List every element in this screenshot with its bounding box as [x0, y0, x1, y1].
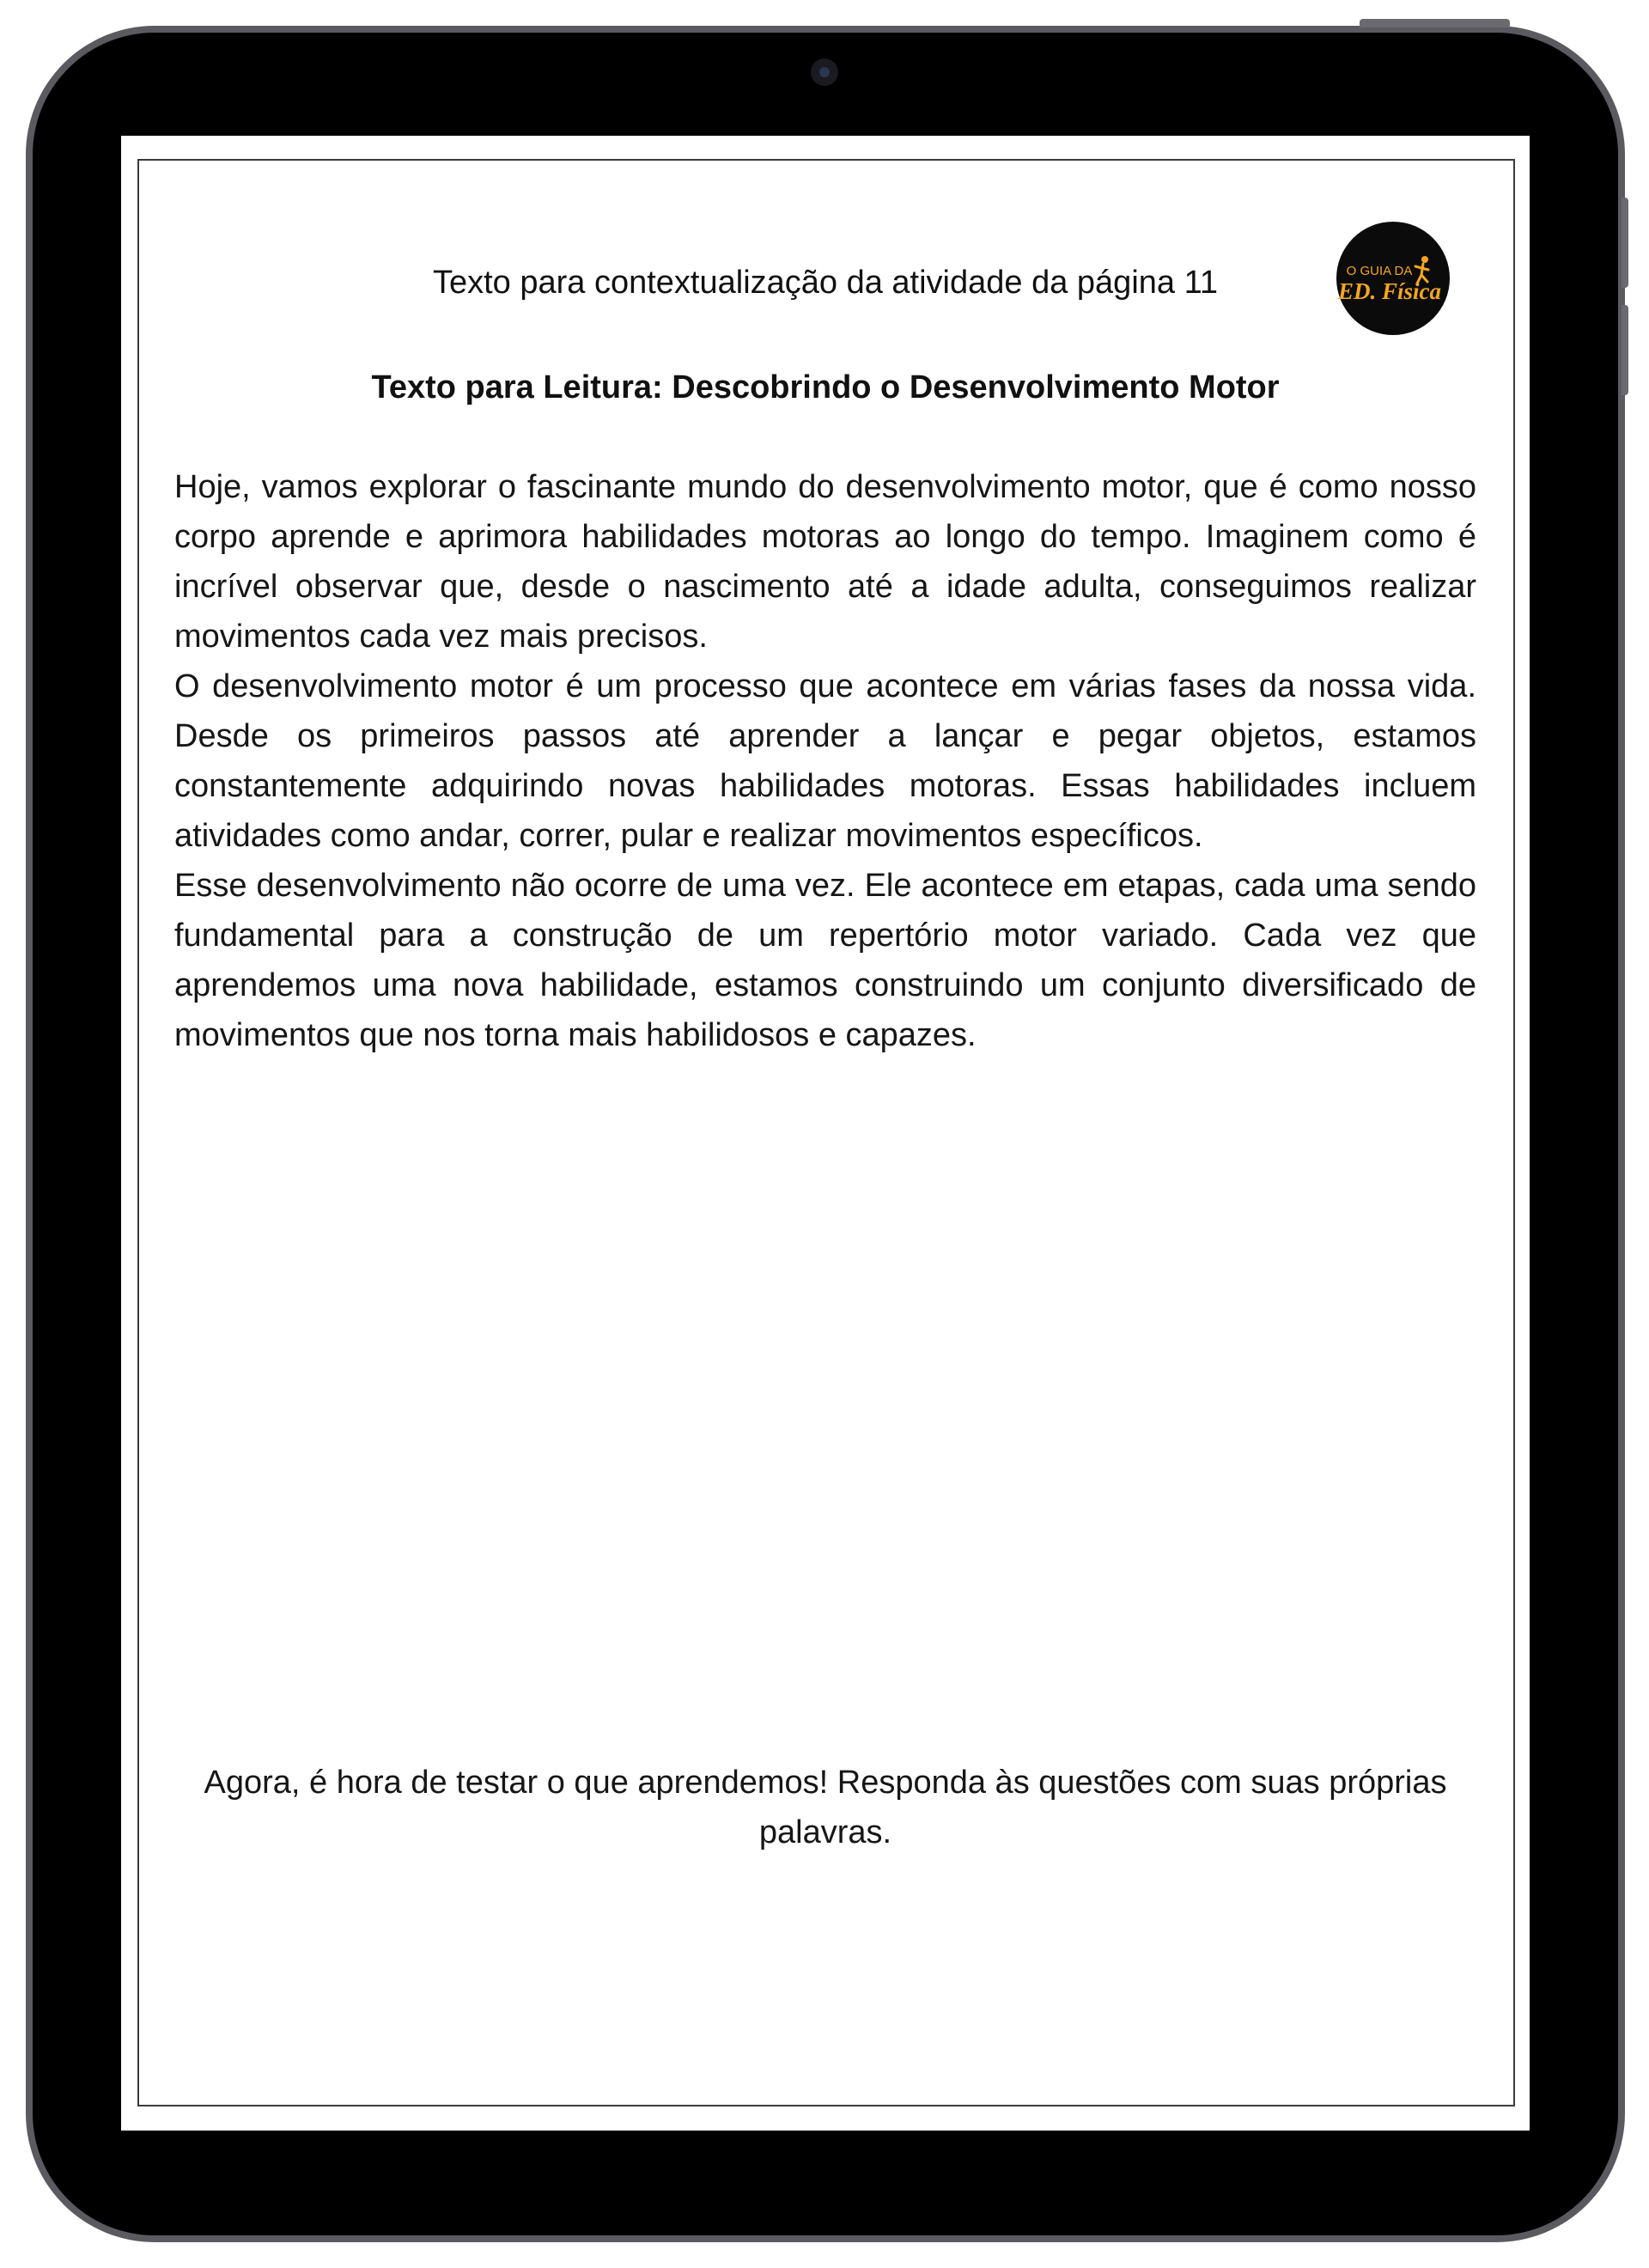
logo — [1336, 222, 1450, 335]
camera-icon — [811, 58, 838, 86]
volume-up-button — [1622, 198, 1628, 288]
screen — [121, 136, 1530, 2131]
page-title: Texto para Leitura: Descobrindo o Desenvolvimento Motor — [371, 369, 1280, 405]
logo-line1: O GUIA DA — [1346, 264, 1413, 278]
top-button — [1360, 19, 1510, 27]
paragraph: O desenvolvimento motor é um processo que acontece em várias fases da nossa vida. Desde os primeiros passos até aprender a lançar e pegar objetos, estamos constantemente adquirindo novas habilidades motoras. Essas habilidades incluem atividades como andar, correr, pular e realizar movimentos específicos. — [174, 668, 1476, 854]
paragraph: Esse desenvolvimento não ocorre de uma vez. Ele acontece em etapas, cada uma sendo fundamental para a construção de um repertório motor variado. Cada vez que aprendemos uma nova habilidade, estamos construindo um conjunto diversificado de movimentos que nos torna mais habilidosos e capazes. — [174, 868, 1476, 1053]
closing-instruction: Agora, é hora de testar o que aprendemos! Responda às questões com suas próprias palavras. — [204, 1765, 1447, 1850]
page-subtitle: Texto para contextualização da atividade da página 11 — [432, 265, 1219, 301]
body-text — [174, 462, 1476, 1060]
logo-icon — [1336, 222, 1450, 335]
logo-line2: ED. Física — [1337, 278, 1442, 304]
paragraph: Hoje, vamos explorar o fascinante mundo do desenvolvimento motor, que é como nosso corpo aprende e aprimora habilidades motoras ao longo do tempo. Imaginem como é incrível observar que, desde o nascimento até a idade adulta, conseguimos realizar movimentos cada vez mais precisos. — [174, 469, 1476, 655]
volume-down-button — [1622, 305, 1628, 395]
